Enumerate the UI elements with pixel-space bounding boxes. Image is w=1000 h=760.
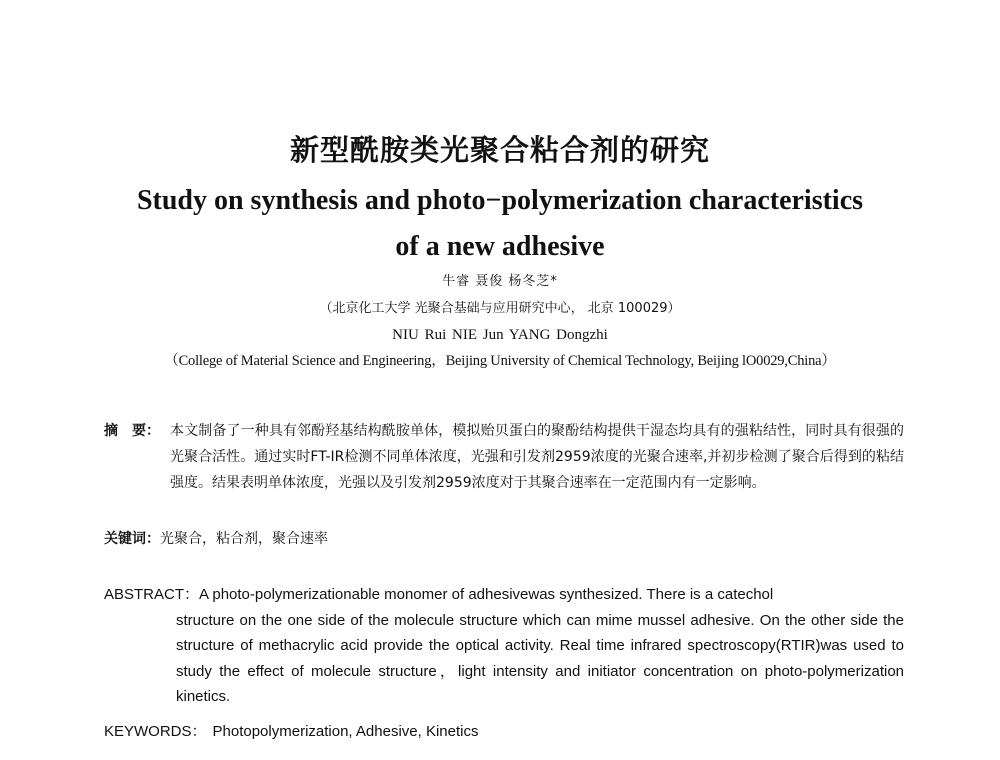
abstract-chinese-text: 本文制备了一种具有邻酚羟基结构酰胺单体，模拟贻贝蛋白的聚酚结构提供干湿态均具有的强粘结性，同时具有很强的光聚合活性。通过实时FT-IR检测不同单体浓度，光强和引发剂2959浓度的光聚合速率,并初步检测了聚合后得到的粘结强度。结果表明单体浓度，光强以及引发剂2959浓度对于其聚合速率在一定范围内有一定影响。	[170, 423, 904, 491]
keywords-english-label: KEYWORDS：	[104, 723, 207, 740]
title-chinese: 新型酰胺类光聚合粘合剂的研究	[289, 133, 710, 167]
title-english-line2: of a new adhesive	[395, 231, 605, 262]
affiliation-english: （College of Material Science and Engineering，Beijing University of Chemical Technology, Beijing lO0029,China）	[164, 353, 836, 369]
keywords-english-text: Photopolymerization, Adhesive, Kinetics	[212, 723, 479, 740]
authors-english: NIU Rui NIE Jun YANG Dongzhi	[392, 327, 608, 343]
abstract-english	[104, 582, 904, 710]
abstract-english-first-line	[104, 582, 904, 608]
authors-chinese: 牛睿 聂俊 杨冬芝*	[442, 274, 558, 289]
abstract-english-line1: A photo-polymerizationable monomer of adhesivewas synthesized. There is a catechol	[199, 586, 774, 603]
affiliation-chinese: （北京化工大学 光聚合基础与应用研究中心， 北京 100029）	[319, 301, 681, 316]
title-english	[0, 178, 1000, 270]
abstract-english-body: structure on the one side of the molecule structure which can mime mussel adhesive. On the other side the structure of methacrylic acid provide the optical activity. Real time infrared spectroscopy(RTIR)was used to study the effect of molecule structure，light intensity and initiator concentration on photo-polymerization kinetics.	[176, 611, 904, 706]
abstract-chinese-label: 摘 要：	[104, 423, 160, 439]
keywords-english	[104, 720, 904, 744]
keywords-chinese-text: 光聚合，粘合剂，聚合速率	[160, 531, 328, 547]
abstract-chinese	[104, 418, 904, 496]
abstract-english-label: ABSTRACT：	[104, 586, 200, 603]
keywords-chinese-label: 关键词：	[104, 531, 160, 547]
title-english-line1: Study on synthesis and photo−polymerization characteristics	[136, 185, 864, 216]
keywords-chinese	[104, 526, 904, 552]
